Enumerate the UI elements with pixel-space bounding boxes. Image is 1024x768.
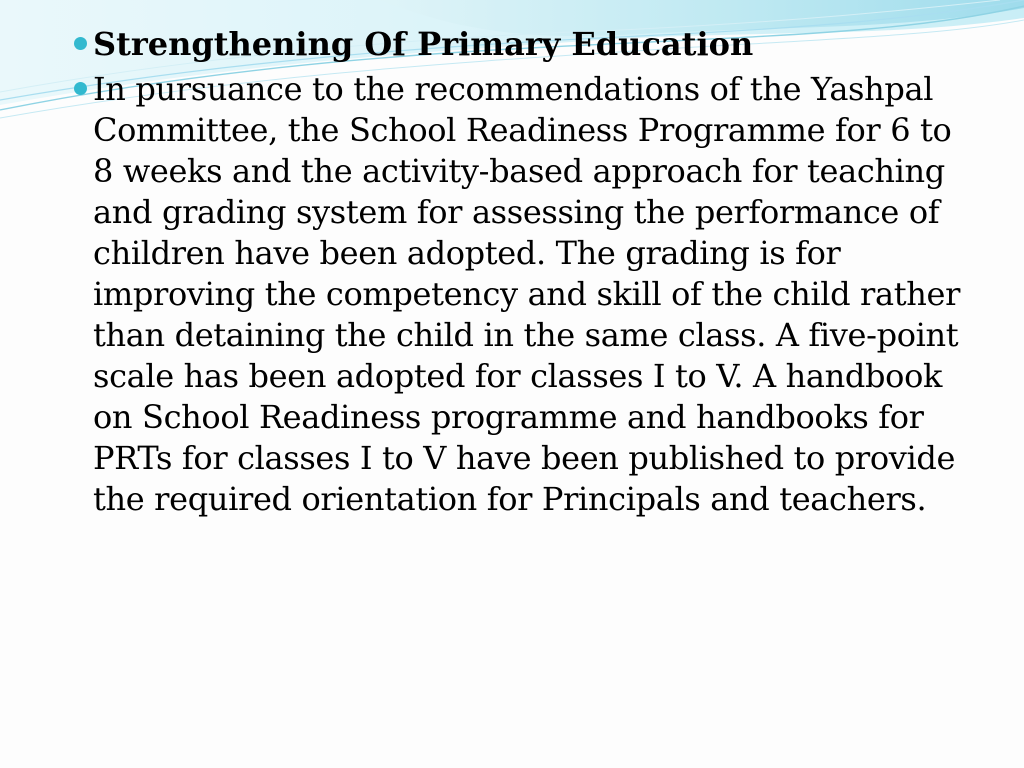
slide-heading <box>72 24 972 65</box>
slide-content <box>72 24 972 520</box>
bullet-dot-icon <box>74 82 87 95</box>
bullet-dot-icon <box>74 37 87 50</box>
slide-heading-text: Strengthening Of Primary Education <box>93 25 754 63</box>
slide-body <box>72 69 972 520</box>
slide-body-text: In pursuance to the recommendations of the Yashpal Committee, the School Readiness Programme for 6 to 8 weeks and the activity-based approach for teaching and grading system for assessing the performance of children have been adopted. The grading is for improving the competency and skill of the child rather than detaining the child in the same class. A five-point scale has been adopted for classes I to V. A handbook on School Readiness programme and handbooks for PRTs for classes I to V have been published to provide the required orientation for Principals and teachers. <box>93 70 961 518</box>
